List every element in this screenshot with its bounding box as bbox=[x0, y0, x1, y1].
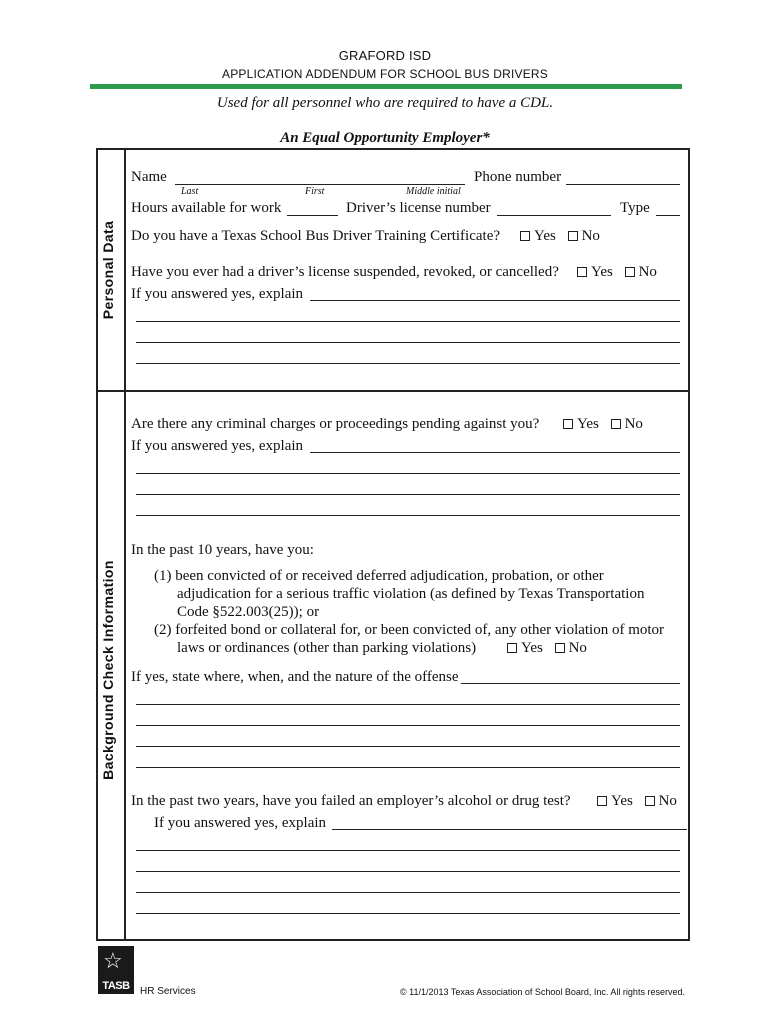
name-field[interactable] bbox=[175, 184, 465, 185]
training-yes-option[interactable]: Yes bbox=[520, 228, 556, 244]
name-hint-middle-initial: Middle initial bbox=[406, 186, 461, 197]
violations-yes-no bbox=[507, 640, 587, 657]
charges-explain-label: If you answered yes, explain bbox=[131, 438, 304, 454]
checkbox-icon[interactable] bbox=[625, 267, 635, 277]
checkbox-icon[interactable] bbox=[597, 796, 607, 806]
charges-explain-line[interactable] bbox=[136, 473, 680, 474]
checkbox-icon[interactable] bbox=[568, 231, 578, 241]
charges-yes-no bbox=[563, 416, 643, 433]
drug-test-explain-line[interactable] bbox=[136, 892, 680, 893]
section-label-background-check: Background Check Information bbox=[100, 560, 116, 780]
type-label: Type bbox=[620, 200, 650, 216]
section-label-personal-data: Personal Data bbox=[100, 220, 116, 320]
charges-yes-option[interactable]: Yes bbox=[563, 416, 599, 432]
tasb-logo bbox=[98, 946, 134, 994]
hr-services-label: HR Services bbox=[140, 986, 196, 997]
offense-line[interactable] bbox=[136, 704, 680, 705]
offense-line[interactable] bbox=[136, 746, 680, 747]
checkbox-icon[interactable] bbox=[507, 643, 517, 653]
checkbox-icon[interactable] bbox=[577, 267, 587, 277]
checkbox-icon[interactable] bbox=[563, 419, 573, 429]
checkbox-icon[interactable] bbox=[555, 643, 565, 653]
suspended-explain-line[interactable] bbox=[136, 342, 680, 343]
offense-line[interactable] bbox=[136, 767, 680, 768]
organization-title: GRAFORD ISD bbox=[338, 48, 432, 63]
checkbox-icon[interactable] bbox=[645, 796, 655, 806]
offense-field[interactable] bbox=[461, 683, 680, 684]
violations-no-option[interactable]: No bbox=[555, 640, 587, 656]
tasb-logo-text: TASB bbox=[102, 980, 130, 992]
violations-yes-option[interactable]: Yes bbox=[507, 640, 543, 656]
name-hint-last: Last bbox=[181, 186, 199, 197]
drug-test-question: In the past two years, have you failed an employer’s alcohol or drug test? bbox=[131, 793, 571, 809]
training-question: Do you have a Texas School Bus Driver Training Certificate? bbox=[131, 228, 501, 244]
header-rule bbox=[90, 84, 682, 89]
license-field[interactable] bbox=[497, 215, 611, 216]
offense-label: If yes, state where, when, and the nature of the offense bbox=[131, 669, 459, 685]
violation-item-2: (2) forfeited bond or collateral for, or been convicted of, any other violation of motor bbox=[154, 622, 665, 638]
phone-field[interactable] bbox=[566, 184, 680, 185]
copyright-notice: © 11/1/2013 Texas Association of School Board, Inc. All rights reserved. bbox=[400, 987, 685, 997]
suspended-yes-option[interactable]: Yes bbox=[577, 264, 613, 280]
drug-test-yes-no bbox=[597, 793, 677, 810]
hours-label: Hours available for work bbox=[131, 200, 282, 216]
training-no-option[interactable]: No bbox=[568, 228, 600, 244]
license-label: Driver’s license number bbox=[346, 200, 491, 216]
suspended-question: Have you ever had a driver’s license suspended, revoked, or cancelled? bbox=[131, 264, 559, 280]
charges-explain-field[interactable] bbox=[310, 452, 680, 453]
star-icon: ☆ bbox=[103, 948, 123, 973]
checkbox-icon[interactable] bbox=[520, 231, 530, 241]
suspended-explain-line[interactable] bbox=[136, 321, 680, 322]
drug-test-explain-field[interactable] bbox=[332, 829, 687, 830]
suspended-yes-no bbox=[577, 264, 657, 281]
phone-label: Phone number bbox=[474, 169, 562, 185]
name-hint-first: First bbox=[305, 186, 325, 197]
drug-test-explain-label: If you answered yes, explain bbox=[154, 815, 327, 831]
drug-test-explain-line[interactable] bbox=[136, 871, 680, 872]
past-10-years-intro: In the past 10 years, have you: bbox=[131, 542, 314, 558]
suspended-explain-field[interactable] bbox=[310, 300, 680, 301]
charges-explain-line[interactable] bbox=[136, 515, 680, 516]
form-subtitle: Used for all personnel who are required to have a CDL. bbox=[216, 95, 554, 111]
checkbox-icon[interactable] bbox=[611, 419, 621, 429]
charges-explain-line[interactable] bbox=[136, 494, 680, 495]
name-label: Name bbox=[131, 169, 167, 185]
violation-item-1: (1) been convicted of or received deferred adjudication, probation, or other bbox=[154, 568, 604, 584]
equal-opportunity-statement: An Equal Opportunity Employer* bbox=[280, 130, 490, 146]
violation-item-1-cont: adjudication for a serious traffic violation (as defined by Texas Transportation bbox=[177, 586, 645, 602]
charges-no-option[interactable]: No bbox=[611, 416, 643, 432]
drug-test-yes-option[interactable]: Yes bbox=[597, 793, 633, 809]
training-yes-no bbox=[520, 228, 600, 245]
offense-line[interactable] bbox=[136, 725, 680, 726]
suspended-explain-label: If you answered yes, explain bbox=[131, 286, 304, 302]
form-title: APPLICATION ADDENDUM FOR SCHOOL BUS DRIVERS bbox=[222, 67, 548, 81]
violation-item-1-cont: Code §522.003(25)); or bbox=[177, 604, 320, 620]
type-field[interactable] bbox=[656, 215, 680, 216]
suspended-no-option[interactable]: No bbox=[625, 264, 657, 280]
drug-test-explain-line[interactable] bbox=[136, 913, 680, 914]
section-divider bbox=[96, 390, 690, 392]
hours-field[interactable] bbox=[287, 215, 338, 216]
drug-test-no-option[interactable]: No bbox=[645, 793, 677, 809]
charges-question: Are there any criminal charges or proceedings pending against you? bbox=[131, 416, 540, 432]
drug-test-explain-line[interactable] bbox=[136, 850, 680, 851]
suspended-explain-line[interactable] bbox=[136, 363, 680, 364]
violation-item-2-cont: laws or ordinances (other than parking violations) bbox=[177, 640, 477, 656]
side-column-divider bbox=[124, 148, 126, 941]
